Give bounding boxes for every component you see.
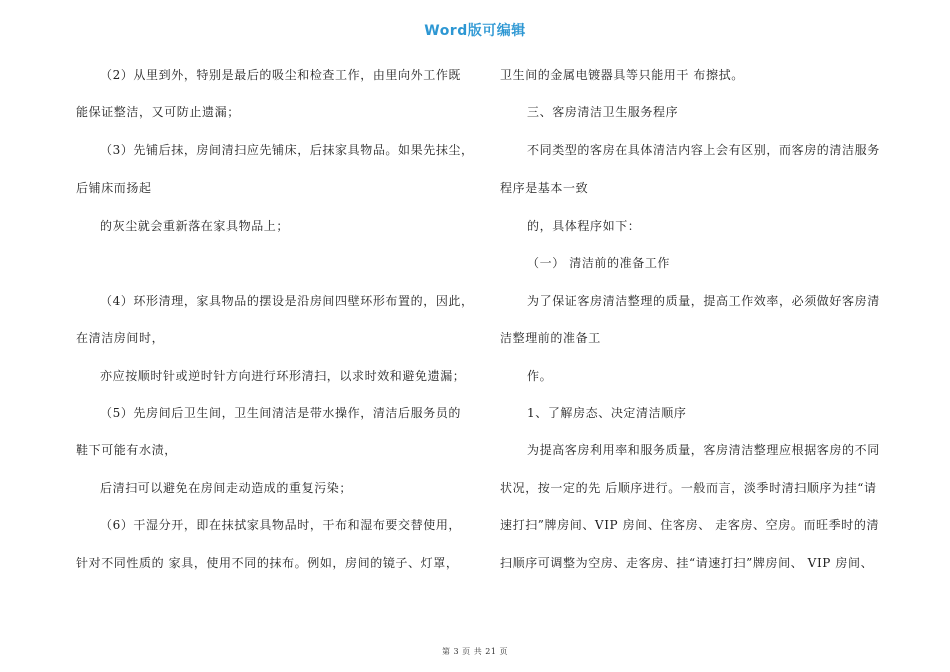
page-number: 第 3 页 共 21 页 [442, 647, 508, 656]
text-line: （一） 清洁前的准备工作 [527, 256, 671, 270]
text-line: 为提高客房利用率和服务质量，客房清洁整理应根据客房的不同 [527, 443, 880, 457]
text-line: 亦应按顺时针或逆时针方向进行环形清扫，以求时效和避免遗漏； [100, 369, 466, 383]
text-line: 洁整理前的准备工 [500, 331, 601, 345]
text-line: 扫顺序可调整为空房、走客房、挂“请速打扫”牌房间、 VIP 房间、 [500, 556, 874, 570]
page-header-title: Word版可编辑 [424, 23, 526, 39]
text-line: 1、了解房态、决定清洁顺序 [527, 406, 687, 420]
text-line: 状况，按一定的先 后顺序进行。一般而言，淡季时清扫顺序为挂“请 [500, 481, 877, 495]
text-line: 针对不同性质的 家具，使用不同的抹布。例如，房间的镜子、灯罩， [76, 556, 459, 570]
text-line: 不同类型的客房在具体清洁内容上会有区别，而客房的清洁服务 [527, 143, 880, 157]
text-line: （2）从里到外，特别是最后的吸尘和检查工作，由里向外工作既 [100, 68, 462, 82]
text-line: 能保证整洁，又可防止遗漏； [76, 105, 240, 119]
text-line: 三、客房清洁卫生服务程序 [527, 105, 679, 119]
text-line: 后清扫可以避免在房间走动造成的重复污染； [100, 481, 353, 495]
text-line: （4）环形清理，家具物品的摆设是沿房间四壁环形布置的，因此， [100, 294, 474, 308]
text-line: 速打扫”牌房间、VIP 房间、住客房、 走客房、空房。而旺季时的清 [500, 518, 880, 532]
text-line: 程序是基本一致 [500, 181, 589, 195]
text-line: 的灰尘就会重新落在家具物品上； [100, 219, 290, 233]
text-line: 后铺床而扬起 [76, 181, 152, 195]
text-line: 卫生间的金属电镀器具等只能用干 布擦拭。 [500, 68, 744, 82]
text-line: 为了保证客房清洁整理的质量，提高工作效率，必须做好客房清 [527, 294, 880, 308]
text-line: （5）先房间后卫生间，卫生间清洁是带水操作，清洁后服务员的 [100, 406, 462, 420]
text-line: 在清洁房间时， [76, 331, 165, 345]
text-line: 的，具体程序如下： [527, 219, 641, 233]
text-line: 鞋下可能有水渍， [76, 443, 177, 457]
text-line: 作。 [527, 369, 553, 383]
text-line: （3）先铺后抹，房间清扫应先铺床，后抹家具物品。如果先抹尘， [100, 143, 474, 157]
text-line: （6）干湿分开，即在抹拭家具物品时，干布和湿布要交替使用， [100, 518, 462, 532]
